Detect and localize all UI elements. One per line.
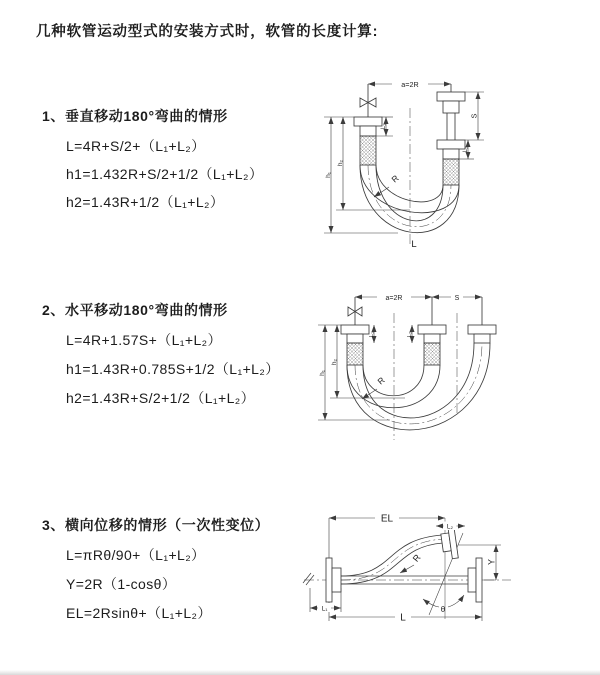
braided-hose-section [424,343,440,365]
section-1-heading: 1、垂直移动180°弯曲的情形 [42,108,228,124]
dim-label-l1: L₁ [381,123,387,130]
diagram-horizontal-180-bend [310,285,595,465]
section-2-heading: 2、水平移动180°弯曲的情形 [42,302,228,318]
section-2-formula-L: L=4R+1.57S+（L₁+L₂） [66,332,222,348]
dim-label-y: Y [486,558,497,566]
section-3-formula-L: L=πRθ/90+（L₁+L₂） [66,547,206,563]
dim-label-a2r: a=2R [401,80,419,89]
dim-label-l1: L₁ [369,332,375,337]
page-bottom-edge [0,670,600,675]
dim-label-h1: h₁ [325,172,332,178]
dim-label-a2r: a=2R [385,294,403,302]
section-3-formula-Y: Y=2R（1-cosθ） [66,576,177,592]
diagram2-labels [319,293,463,387]
diagram2-dimension-lines [318,294,482,420]
page-title: 几种软管运动型式的安装方式时，软管的长度计算: [36,24,379,40]
section-3-heading: 3、横向位移的情形（一次性变位） [42,517,270,533]
diagram3-hose-assembly [303,524,511,602]
section-1-formula-h2: h2=1.43R+1/2（L₁+L₂） [66,194,225,210]
dim-label-h2: h₂ [337,159,344,167]
dim-label-l: L [400,612,406,624]
dim-label-h1: h₁ [319,370,326,376]
diagram1-hose-assembly [354,84,465,245]
diagram-lateral-displacement [298,505,593,640]
braided-hose-section [347,343,363,365]
dim-label-h2: h₂ [331,358,338,366]
dim-label-l2: L₂ [407,331,413,338]
dim-label-l1: L₁ [321,605,328,613]
dim-label-l2: L₂ [446,523,454,531]
radius-label: R [375,374,387,387]
section-2-formula-h2: h2=1.43R+S/2+1/2（L₁+L₂） [66,390,256,406]
diagram-vertical-180-bend [310,70,595,265]
section-3-formula-EL: EL=2Rsinθ+（L₁+L₂） [66,605,212,621]
dim-label-l2: L₂ [463,146,469,153]
braided-hose-section [443,159,459,185]
radius-label: R [389,172,401,185]
dim-label-el: EL [380,513,394,525]
centerline-break-mark [303,573,314,585]
flange [476,558,482,602]
angle-label: θ [440,605,446,614]
section-2-formula-h1: h1=1.43R+0.785S+1/2（L₁+L₂） [66,361,280,377]
radius-label: R [410,552,423,564]
diagram2-hose-assembly [341,294,496,440]
section-1-formula-h1: h1=1.432R+S/2+1/2（L₁+L₂） [66,166,264,182]
dim-label-s: S [469,113,479,119]
length-label: L [411,239,417,250]
braided-hose-section [360,136,376,165]
dim-label-s: S [454,294,460,302]
flange [326,558,332,602]
section-1-formula-L: L=4R+S/2+（L₁+L₂） [66,138,206,154]
